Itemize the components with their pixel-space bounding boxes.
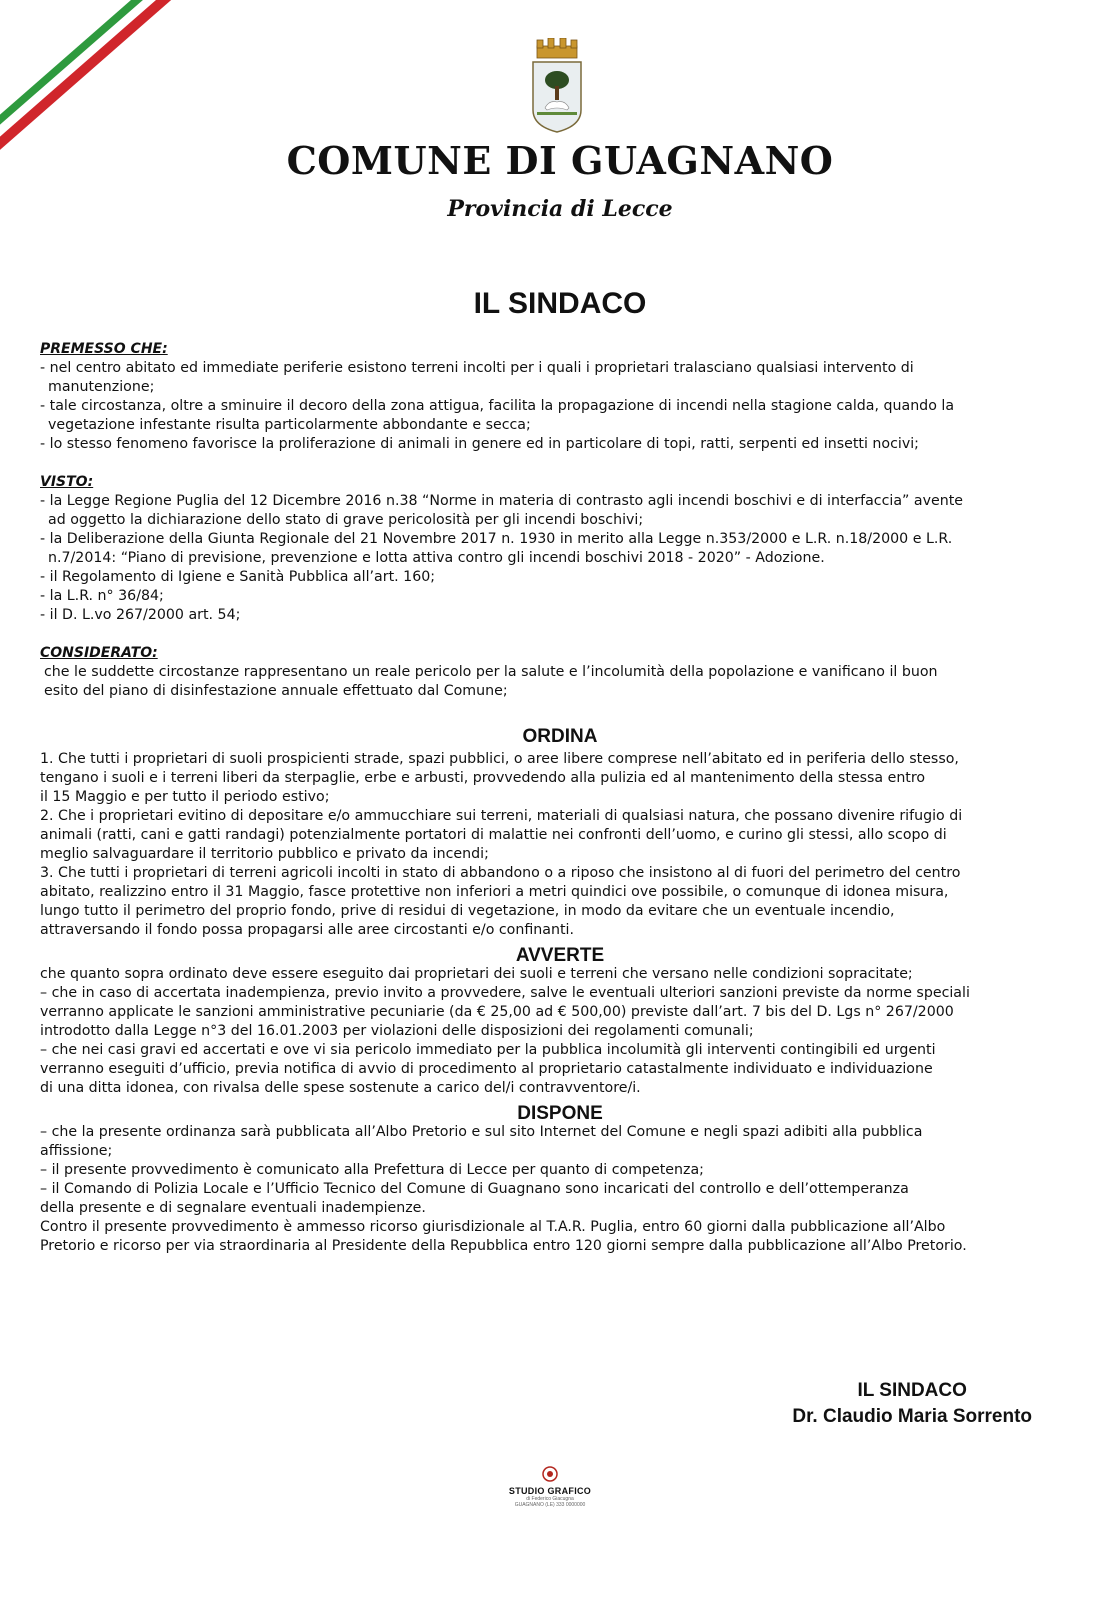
visto-line: - il D. L.vo 267/2000 art. 54; — [40, 607, 241, 623]
avverte-heading: AVVERTE — [515, 945, 605, 966]
studio-subtitle-2: GUAGNANO (LE) 333 0000000 — [514, 1502, 586, 1508]
studio-footer — [495, 1466, 605, 1508]
dispone-line: affissione; — [40, 1143, 113, 1159]
avverte-line: verranno applicate le sanzioni amministrative pecuniarie (da € 25,00 ad € 500,00) previste dall’art. 7 bis del D. Lgs n° 267/2000 — [40, 1004, 954, 1020]
premesso-line: vegetazione infestante risulta particolarmente abbondante e secca; — [48, 417, 531, 433]
premesso-label: PREMESSO CHE: — [40, 341, 168, 357]
dispone-heading: DISPONE — [517, 1103, 603, 1124]
dispone-line: Contro il presente provvedimento è ammesso ricorso giurisdizionale al T.A.R. Puglia, entro 60 giorni dalla pubblicazione all’Albo — [40, 1219, 946, 1235]
visto-line: ad oggetto la dichiarazione dello stato di grave pericolosità per gli incendi boschivi; — [48, 512, 644, 528]
signature-block — [792, 1378, 1032, 1430]
dispone-line: della presente e di segnalare eventuali inadempienze. — [40, 1200, 426, 1216]
ordina-line: lungo tutto il perimetro del proprio fondo, prive di residui di vegetazione, in modo da evitare che un eventuale incendio, — [40, 903, 895, 919]
ordinance-body — [40, 340, 1080, 1256]
premesso-line: - lo stesso fenomeno favorisce la proliferazione di animali in genere ed in particolare di topi, ratti, serpenti ed insetti nocivi; — [40, 436, 919, 452]
visto-line: - la Deliberazione della Giunta Regionale del 21 Novembre 2017 n. 1930 in merito alla Legge n.353/2000 e L.R. n.18/2000 e L.R. — [40, 531, 953, 547]
avverte-line: verranno eseguiti d’ufficio, previa notifica di avvio di procedimento al proprietario catastalmente individuato e individuazione — [40, 1061, 933, 1077]
ordina-line: tengano i suoli e i terreni liberi da sterpaglie, erbe e arbusti, provvedendo alla pulizia ed al mantenimento della stessa entro — [40, 770, 926, 786]
premesso-line: - nel centro abitato ed immediate periferie esistono terreni incolti per i quali i proprietari tralasciano qualsiasi intervento di — [40, 360, 914, 376]
avverte-line: che quanto sopra ordinato deve essere eseguito dai proprietari dei suoli e terreni che versano nelle condizioni sopracitate; — [40, 966, 913, 982]
visto-line: n.7/2014: “Piano di previsione, prevenzione e lotta attiva contro gli incendi boschivi 2018 - 2020” - Adozione. — [48, 550, 825, 566]
ordina-line: il 15 Maggio e per tutto il periodo estivo; — [40, 789, 330, 805]
ordina-line: meglio salvaguardare il territorio pubblico e privato da incendi; — [40, 846, 489, 862]
avverte-line: – che nei casi gravi ed accertati e ove vi sia pericolo immediato per la pubblica incolumità gli interventi contingibili ed urgenti — [40, 1042, 936, 1058]
studio-subtitle: di Federico Giacugna — [526, 1496, 574, 1502]
ordina-heading: ORDINA — [522, 726, 598, 747]
ordina-line: attraversando il fondo possa propagarsi alle aree circostanti e/o confinanti. — [40, 922, 574, 938]
avverte-line: di una ditta idonea, con rivalsa delle spese sostenute a carico del/i contravventore/i. — [40, 1080, 641, 1096]
coat-of-arms-icon — [529, 38, 585, 134]
signature-title: IL SINDACO — [857, 1380, 967, 1401]
studio-logo-icon — [542, 1466, 558, 1482]
ordina-line: animali (ratti, cani e gatti randagi) potenzialmente portatori di malattie nei confronti dell’uomo, e curino gli stessi, allo scopo di — [40, 827, 947, 843]
visto-line: - il Regolamento di Igiene e Sanità Pubblica all’art. 160; — [40, 569, 436, 585]
ordina-line: abitato, realizzino entro il 31 Maggio, fasce protettive non inferiori a metri quindici ove possibile, o comunque di idonea misura, — [40, 884, 949, 900]
dispone-line: – il presente provvedimento è comunicato alla Prefettura di Lecce per quanto di competenza; — [40, 1162, 704, 1178]
considerato-line: esito del piano di disinfestazione annuale effettuato dal Comune; — [44, 683, 508, 699]
signature-name: Dr. Claudio Maria Sorrento — [792, 1406, 1032, 1427]
dispone-line: – il Comando di Polizia Locale e l’Ufficio Tecnico del Comune di Guagnano sono incaricati del controllo e dell’ottemperanza — [40, 1181, 909, 1197]
studio-name: STUDIO GRAFICO — [508, 1486, 592, 1496]
avverte-line: introdotto dalla Legge n°3 del 16.01.2003 per violazioni delle disposizioni dei regolamenti comunali; — [40, 1023, 754, 1039]
premesso-line: - tale circostanza, oltre a sminuire il decoro della zona attigua, facilita la propagazione di incendi nella stagione calda, quando la — [40, 398, 955, 414]
visto-label: VISTO: — [40, 474, 94, 490]
province-name: Provincia di Lecce — [447, 196, 673, 222]
dispone-line: – che la presente ordinanza sarà pubblicata all’Albo Pretorio e sul sito Internet del Comune e negli spazi adibiti alla pubblica — [40, 1124, 923, 1140]
visto-line: - la Legge Regione Puglia del 12 Dicembre 2016 n.38 “Norme in materia di contrasto agli incendi boschivi e di interfaccia” avente — [40, 493, 963, 509]
visto-line: - la L.R. n° 36/84; — [40, 588, 164, 604]
considerato-label: CONSIDERATO: — [40, 645, 158, 661]
avverte-line: – che in caso di accertata inadempienza, previo invito a provvedere, salve le eventuali ulteriori sanzioni previste da norme speciali — [40, 985, 970, 1001]
ordina-line: 3. Che tutti i proprietari di terreni agricoli incolti in stato di abbandono o a riposo che insistono al di fuori del perimetro del centro — [40, 865, 961, 881]
considerato-line: che le suddette circostanze rappresentano un reale pericolo per la salute e l’incolumità della popolazione e vanificano il buon — [44, 664, 938, 680]
dispone-line: Pretorio e ricorso per via straordinaria al Presidente della Repubblica entro 120 giorni sempre dalla pubblicazione all’Albo Pretorio. — [40, 1238, 967, 1254]
ordina-line: 2. Che i proprietari evitino di depositare e/o ammucchiare sui terreni, materiali di qualsiasi natura, che possano divenire rifugio di — [40, 808, 963, 824]
document-title: IL SINDACO — [473, 287, 647, 320]
ordina-line: 1. Che tutti i proprietari di suoli prospicienti strade, spazi pubblici, o aree libere comprese nell’abitato ed in periferia dello stesso, — [40, 751, 959, 767]
premesso-line: manutenzione; — [48, 379, 155, 395]
municipality-name: COMUNE DI GUAGNANO — [286, 138, 834, 183]
